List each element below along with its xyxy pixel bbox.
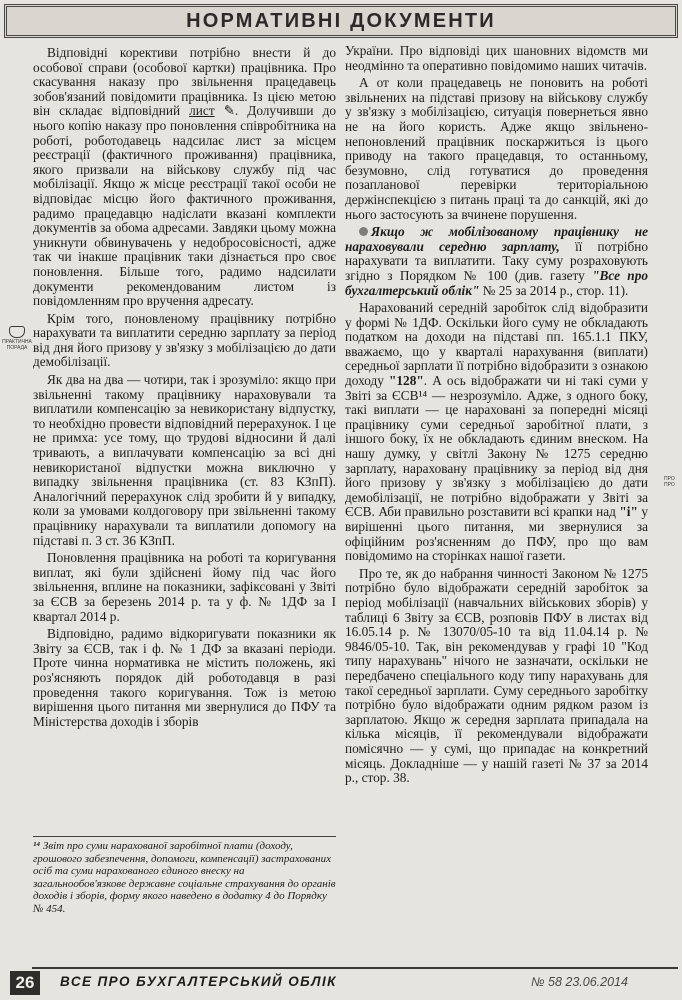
- paragraph: [33, 46, 336, 309]
- bullet-icon: [359, 227, 368, 236]
- paragraph-text: її потрібно нарахувати та виплатити. Таку суму розраховують згідно з Порядком № 100 (див. газету: [345, 238, 648, 283]
- paragraph: Як два на два — чотири, так і зрозуміло: якщо при звільненні такому працівнику нараховували та виплатили компенсацію за невикористану відпустку, то необхідно провести відповідний перерахунок. І це не примха: усе тому, що трудові відносини й далі тривають, а виплачувати компенсацію за всі дні невикористаної відпустки можна виключно у випадку звільнення працівника (ст. 83 КЗпП). Аналогічний перерахунок слід зробити й у випадку, коли за умовами колдоговору при звільненні такому працівнику нарахували та виплатили допомогу на підставі п. 3 ст. 36 КЗпП.: [33, 372, 336, 548]
- paragraph: Поновлення працівника на роботі та коригування виплат, які були здійснені йому під час його звільнення, вплине на показники, зафіксовані у Звіті за ЄСВ за березень 2014 р. та у ф. № 1ДФ за I квартал 2014 р.: [33, 550, 336, 624]
- edge-tab-line2: ПРО: [664, 482, 675, 488]
- paragraph-text: . А ось відображати чи ні такі суми у Звіті за ЄСВ¹⁴ — незрозуміло. Адже, з одного боку, такі виплати — це нараховані за попередні місяці працівнику суми середньої заробітної плати, з іншого боку, їх не обкладають єдиним внеском. На нашу думку, у світлі Закону № 1275 середню зарплату, нараховану працівнику за період від дня його призову у зв'язку з мобілізацією до дати демобілізації, не потрібно відображати у Звіті за ЄСВ. Аби правильно розставити всі крапки над: [345, 373, 648, 520]
- section-title: НОРМАТИВНІ ДОКУМЕНТИ: [186, 10, 496, 32]
- paragraph: Крім того, поновленому працівнику потрібно нарахувати та виплатити середню зарплату за період від дня його призову у зв'язку з мобілізацією до дати демобілізації.: [33, 310, 336, 370]
- paragraph: України. Про відповіді цих шановних відомств ми неодмінно та оперативно повідомимо наших читачів.: [345, 43, 648, 73]
- paragraph-text: у вирішенні цього питання, ми звернулися за офіційним роз'ясненням до ПФУ, про що вам повідомимо на сторінках нашої газети.: [345, 504, 648, 564]
- paragraph-text: ✎. Долучивши до нього копію наказу про поновлення співробітника на роботі, роботодавець надсилає лист за місцем реєстрації (фактичного проживання) працівника, якого призвали на військову службу під час мобілізації. Якщо ж місце реєстрації такої особи не відповідає місцю його фактичного проживання, радимо працедавцю надіслати вказані комплекти документів за обома адресами. Завдяки цьому можна уникнути обвинувачень у недобросовісності, адже так чи інакше працівник таки дізнається про своє поновлення. Більше того, радимо надсилати документи рекомендованим листом із повідомленням про вручення адресату.: [33, 103, 336, 309]
- footer-divider: [32, 967, 678, 969]
- edge-tab: [664, 476, 682, 496]
- paragraph: Про те, як до набрання чинності Законом № 1275 потрібно було відображати середній заробіток за період мобілізації (навчальних військових зборів) у таблиці 6 Звіту за ЄСВ, розповів ПФУ в листах від 16.05.14 р. № 13070/05-10 та від 11.04.14 р. № 9846/05-10. Так, він рекомендував у графі 10 "Код типу нарахувань" нічого не зазначати, оскільки не передбачено спеціального коду типу нарахувань для такої середньої зарплати. Суму середнього заробітку потрібно було відображати одним рядком разом із зарплатою. Якщо ж середня зарплата припадала на кілька місяців, її рекомендували відображати помісячно — у сумі, що припадає на конкретний місяць. Докладніше — у нашій газеті № 37 за 2014 р., стор. 38.: [345, 565, 648, 786]
- paragraph: [345, 301, 648, 564]
- logo-text-line1: ПРАКТИЧНА: [2, 339, 32, 345]
- edge-tab-line1: ПРО: [664, 476, 675, 482]
- paragraph-text: № 25 за 2014 р., стор. 11).: [479, 282, 629, 298]
- income-code: "128": [389, 373, 424, 389]
- logo-text-line2: ПОРАДА: [6, 345, 28, 351]
- left-column: [33, 46, 336, 732]
- letter-link[interactable]: лист: [189, 103, 215, 119]
- footnote-number: ¹⁴: [33, 840, 41, 852]
- footnote: [33, 836, 336, 916]
- letter-i: "і": [619, 504, 638, 520]
- paragraph-text: Нарахований середній заробіток слід відобразити у формі № 1ДФ. Оскільки його суму не обкладають податком на доходи на підставі пп. 165.1.1 ПКУ, вважаємо, що у кварталі нарахування (виплати) середньої зарплати її потрібно відобразити з ознакою доходу: [345, 300, 648, 389]
- section-header: [4, 4, 678, 38]
- paragraph-text: Відповідні корективи потрібно внести й до особової справи (особової картки) працівника. Про скасування наказу про звільнення працедавець зобов'язаний повідомити працівника. Із цією метою він складає відповідний: [33, 45, 336, 119]
- lightbulb-icon: [9, 326, 25, 338]
- publication-name: ВСЕ ПРО БУХГАЛТЕРСЬКИЙ ОБЛІК: [60, 974, 337, 989]
- practical-advice-logo: [2, 326, 32, 356]
- page-footer: [0, 963, 682, 1000]
- newspaper-reference: "Все про бухгалтерський облік": [345, 267, 648, 298]
- page-number: 26: [10, 971, 40, 995]
- footnote-text: Звіт про суми нарахованої заробітної плати (доходу, грошового забезпечення, допомоги, компенсації) застрахованих осіб та суми нарахованого єдиного внеску на загальнообов'язкове державне соціальне страхування до органів доходів і зборів, форму якого наведено в додатку 4 до Порядку № 454.: [33, 840, 336, 915]
- paragraph: Відповідно, радимо відкоригувати показники як Звіту за ЄСВ, так і ф. № 1 ДФ за вказані періоди. Проте чинна нормативка не містить положень, які роз'ясняють порядок дій роботодавця в разі проведення такого коригування. Тож із метою вирішення цього питання ми звернулися до ПФУ та Міністерства доходів і зборів: [33, 626, 336, 729]
- paragraph: [345, 225, 648, 298]
- highlight-text: Якщо ж мобілізованому працівнику не нараховували середню зарплату,: [345, 224, 648, 254]
- issue-info: № 58 23.06.2014: [531, 975, 628, 989]
- right-column: [345, 44, 648, 789]
- paragraph: А от коли працедавець не поновить на роботі звільнених на підставі призову на військову службу у зв'язку з мобілізацією, ситуація повернеться явно не на його користь. Адже якщо звільнено-непоновлений працівник поскаржиться із цього приводу на такого працедавця, то останньому, безумовно, слід готуватися до проведення позапланової перевірки територіальною держінспекцією з питань праці та до санкцій, які до нього застосують за вчинене порушення.: [345, 75, 648, 222]
